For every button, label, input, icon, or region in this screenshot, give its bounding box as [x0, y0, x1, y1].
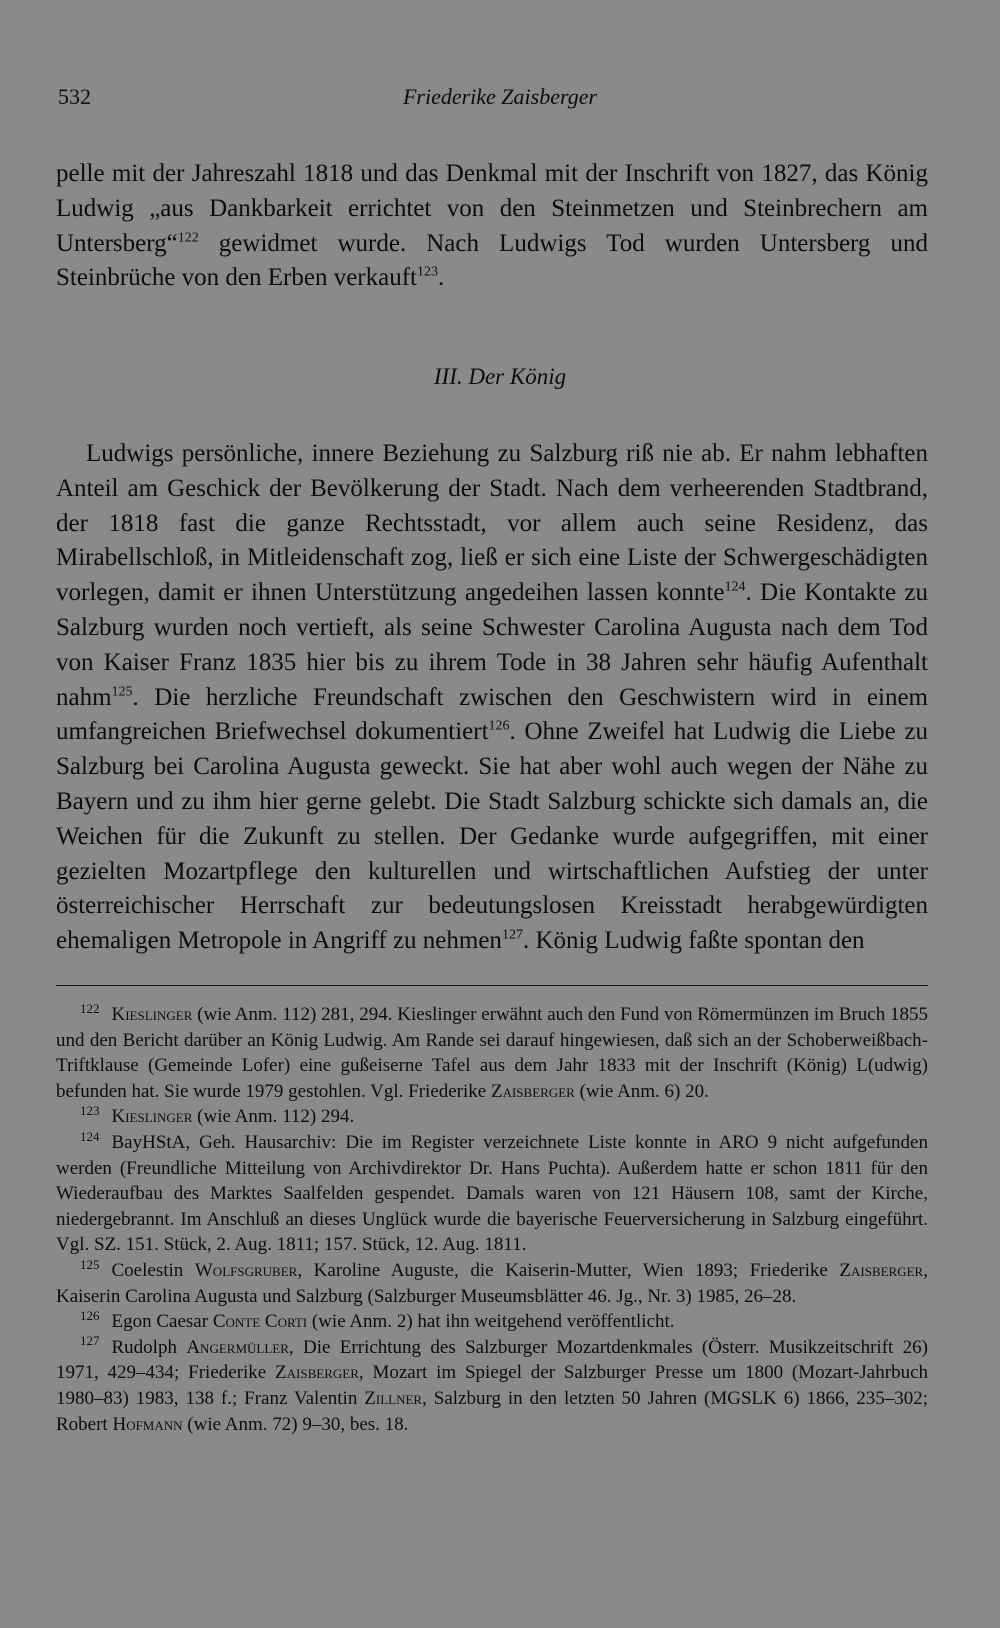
author-name: Wolfsgruber	[194, 1259, 298, 1281]
footnote-text: (wie Anm. 6) 20.	[574, 1080, 709, 1102]
footnote-ref-126: 126	[488, 719, 510, 735]
footnote-ref-125: 125	[111, 684, 133, 700]
author-name: Hofmann	[112, 1413, 183, 1435]
footnote-125	[56, 1258, 928, 1309]
text-segment: Ludwigs persönliche, innere Beziehung zu Salzburg riß nie ab. Er nahm lebhaften Anteil am Geschick der Bevölkerung der Stadt. Nach dem verheerenden Stadtbrand, der 1818 fast die ganze Rechtsstadt, vor allem auch seine Residenz, das Mirabellschloß, in Mitleidenschaft zog, ließ er sich eine Liste der Schwergeschädigten vorlegen, damit er ihnen Unterstützung angedeihen lassen konnte	[56, 440, 928, 607]
footnote-ref-124: 124	[724, 579, 746, 595]
author-name: Angermüller	[186, 1336, 289, 1358]
footnote-text: , Die Errichtung des Salzburger Mozartdenkmales (Österr. Musikzeitschrift 26) 1971, 429–434; Friederike	[56, 1336, 929, 1384]
footnote-text: Rudolph	[111, 1336, 187, 1358]
text-segment: . Die Kontakte zu Salzburg wurden noch vertieft, als seine Schwester Carolina Augusta nach dem Tod von Kaiser Franz 1835 hier bis zu ihrem Tode in 38 Jahren sehr häufig Aufenthalt nahm	[56, 579, 928, 711]
footnote-text: , Mozart im Spiegel der Salzburger Presse um 1800 (Mozart-Jahrbuch 1980–83) 1983, 138 f.; Franz Valentin	[56, 1362, 928, 1409]
text-segment: pelle mit der Jahreszahl 1818 und das Denkmal mit der Inschrift von 1827, das König Ludwig „aus Dankbarkeit errichtet von den Steinmetzen und Steinbrechern am Untersberg“	[56, 160, 928, 257]
author-name: Zaisberger	[839, 1259, 924, 1281]
footnote-123	[56, 1104, 928, 1130]
footnote-number: 124	[80, 1128, 100, 1144]
footnote-text: Coelestin	[111, 1259, 195, 1281]
page-number: 532	[58, 84, 91, 109]
author-name: Kieslinger	[111, 1004, 193, 1025]
footnote-127	[56, 1335, 928, 1437]
footnote-124	[56, 1130, 928, 1258]
running-head: Friederike Zaisberger	[402, 84, 598, 109]
author-name: Zaisberger	[490, 1080, 575, 1102]
footnote-text: , Kaiserin Carolina Augusta und Salzburg (Salzburger Museumsblätter 46. Jg., Nr. 3) 1985, 26–28.	[56, 1259, 928, 1307]
footnote-text: , Salzburg in den letzten 50 Jahren (MGSLK 6) 1866, 235–302; Robert	[56, 1387, 928, 1435]
footnote-text: BayHStA, Geh. Hausarchiv: Die im Register verzeichnete Liste konnte in ARO 9 nicht aufgefunden werden (Freundliche Mitteilung von Archivdirektor Dr. Hans Puchta). Außerdem hatte er schon 1811 für den Wiederaufbau des Marktes Saalfelden gespendet. Damals waren von 121 Häusern 108, samt der Kirche, niedergebrannt. Im Anschluß an dieses Unglück wurde die bayerische Feuerversicherung in Salzburg eingeführt. Vgl. SZ. 151. Stück, 2. Aug. 1811; 157. Stück, 12. Aug. 1811.	[56, 1131, 928, 1256]
footnote-text: , Karoline Auguste, die Kaiserin-Mutter, Wien 1893; Friederike	[297, 1259, 840, 1281]
paragraph-continuation	[56, 157, 928, 296]
footnote-text: (wie Anm. 112) 294.	[192, 1106, 355, 1128]
body-paragraph	[56, 437, 928, 959]
text-segment: . Ohne Zweifel hat Ludwig die Liebe zu Salzburg bei Carolina Augusta geweckt. Sie hat aber wohl auch wegen der Nähe zu Bayern und zu ihm hier gerne gelebt. Die Stadt Salzburg schickte sich damals an, die Weichen für die Zukunft zu stellen. Der Gedanke wurde aufgegriffen, mit einer gezielten Mozartpflege den kulturellen und wirtschaftlichen Aufstieg der unter österreichischer Herrschaft zur bedeutungslosen Kreisstadt herabgewürdigten ehemaligen Metropole in Angriff zu nehmen	[56, 718, 928, 955]
author-name: Conte Corti	[212, 1311, 308, 1333]
author-name: Kieslinger	[111, 1106, 193, 1128]
author-name: Zillner	[364, 1387, 423, 1409]
section-heading: III. Der König	[433, 364, 567, 389]
footnote-text: (wie Anm. 2) hat ihn weitgehend veröffentlicht.	[307, 1311, 675, 1333]
footnote-number: 126	[80, 1307, 100, 1323]
footnote-number: 122	[80, 1000, 100, 1016]
text-segment: . Die herzliche Freundschaft zwischen den Geschwistern wird in einem umfangreichen Briefwechsel dokumentiert	[56, 683, 928, 746]
footnote-text: Egon Caesar	[111, 1311, 213, 1333]
text-segment: .	[438, 264, 445, 292]
footnote-122	[56, 1002, 928, 1104]
footnote-number: 127	[80, 1333, 100, 1349]
text-segment: gewidmet wurde. Nach Ludwigs Tod wurden Untersberg und Steinbrüche von den Erben verkauft	[56, 229, 928, 292]
footnote-126	[56, 1309, 928, 1335]
footnote-text: (wie Anm. 72) 9–30, bes. 18.	[182, 1413, 409, 1435]
footnote-number: 125	[80, 1256, 100, 1272]
footnote-ref-123: 123	[417, 265, 438, 281]
footnote-ref-122: 122	[177, 230, 199, 246]
footnote-ref-127: 127	[501, 927, 523, 943]
author-name: Zaisberger	[275, 1362, 359, 1384]
text-segment: . König Ludwig faßte spontan den	[522, 927, 865, 955]
footnote-text: (wie Anm. 112) 281, 294. Kieslinger erwähnt auch den Fund von Römermünzen im Bruch 1855 und den Bericht darüber an König Ludwig. Am Rande sei darauf hingewiesen, daß sich an der Schoberweißbach-Triftklause (Gemeinde Lofer) eine gußeiserne Tafel aus dem Jahr 1833 mit der Inschrift (König) L(udwig) befunden hat. Sie wurde 1979 gestohlen. Vgl. Friederike	[56, 1004, 928, 1102]
footnotes	[56, 1002, 928, 1437]
footnote-divider	[56, 985, 928, 986]
footnote-number: 123	[80, 1103, 100, 1119]
